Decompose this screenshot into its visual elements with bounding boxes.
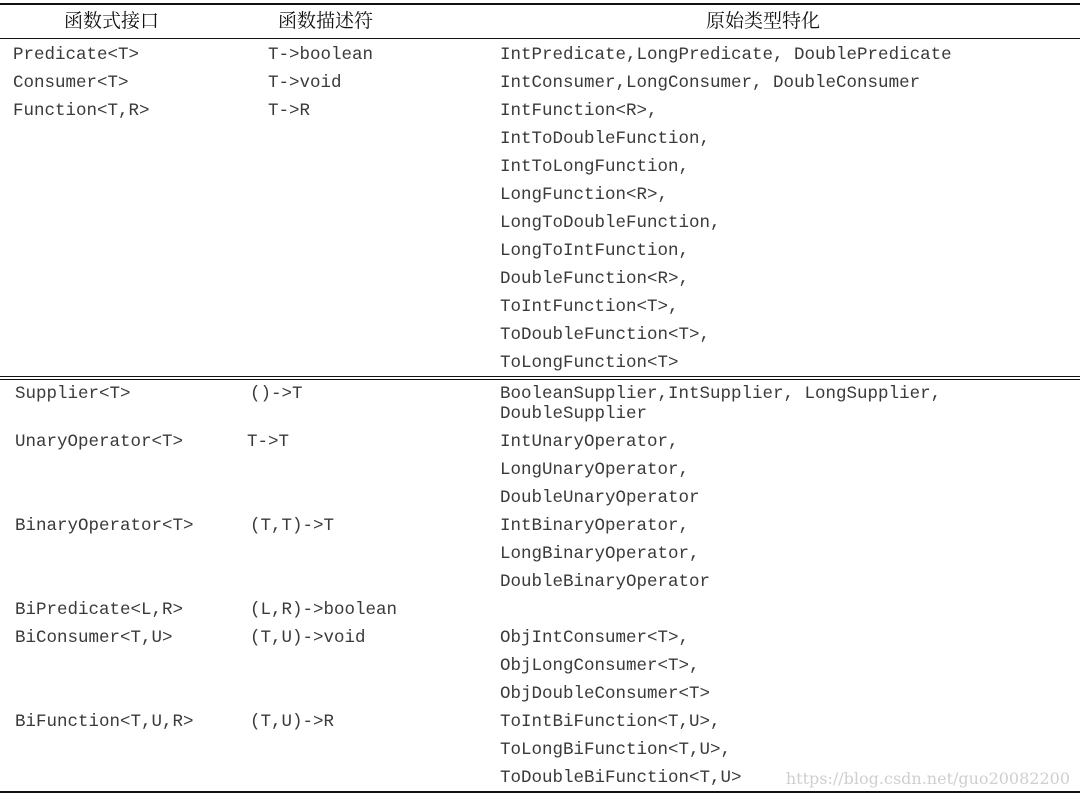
specialization-function-9: ToDoubleFunction<T>, xyxy=(500,325,711,345)
section-rule-double xyxy=(0,379,1080,380)
specialization-function-10: ToLongFunction<T> xyxy=(500,353,679,373)
specialization-function-7: DoubleFunction<R>, xyxy=(500,269,690,289)
header-primitive-specialization: 原始类型特化 xyxy=(706,10,821,32)
header-function-descriptor: 函数描述符 xyxy=(278,10,374,32)
specialization-function-2: IntToDoubleFunction, xyxy=(500,129,711,149)
interface-bi-consumer: BiConsumer<T,U> xyxy=(15,628,173,648)
specialization-function-3: IntToLongFunction, xyxy=(500,157,690,177)
descriptor-binary-operator: (T,T)->T xyxy=(250,516,335,536)
specialization-predicate: IntPredicate,LongPredicate, DoublePredicate xyxy=(500,45,952,65)
specialization-bi-function-2: ToLongBiFunction<T,U>, xyxy=(500,740,732,760)
interface-unary-operator: UnaryOperator<T> xyxy=(15,432,184,452)
interface-consumer: Consumer<T> xyxy=(13,73,129,93)
descriptor-consumer: T->void xyxy=(268,73,342,93)
specialization-bi-consumer-2: ObjLongConsumer<T>, xyxy=(500,656,700,676)
interface-bi-predicate: BiPredicate<L,R> xyxy=(15,600,184,620)
interface-function: Function<T,R> xyxy=(13,101,150,121)
specialization-bi-function-1: ToIntBiFunction<T,U>, xyxy=(500,712,721,732)
interface-binary-operator: BinaryOperator<T> xyxy=(15,516,194,536)
descriptor-function: T->R xyxy=(268,101,311,121)
descriptor-bi-function: (T,U)->R xyxy=(250,712,335,732)
specialization-consumer: IntConsumer,LongConsumer, DoubleConsumer xyxy=(500,73,921,93)
specialization-unary-3: DoubleUnaryOperator xyxy=(500,488,700,508)
header-rule xyxy=(0,38,1080,39)
specialization-function-5: LongToDoubleFunction, xyxy=(500,213,721,233)
section-rule xyxy=(0,376,1080,377)
interface-bi-function: BiFunction<T,U,R> xyxy=(15,712,194,732)
descriptor-supplier: ()->T xyxy=(250,384,303,404)
specialization-function-8: ToIntFunction<T>, xyxy=(500,297,679,317)
descriptor-predicate: T->boolean xyxy=(268,45,374,65)
specialization-function-6: LongToIntFunction, xyxy=(500,241,690,261)
specialization-function-1: IntFunction<R>, xyxy=(500,101,658,121)
descriptor-unary-operator: T->T xyxy=(247,432,290,452)
specialization-binary-3: DoubleBinaryOperator xyxy=(500,572,711,592)
specialization-function-4: LongFunction<R>, xyxy=(500,185,669,205)
specialization-bi-consumer-3: ObjDoubleConsumer<T> xyxy=(500,684,711,704)
interface-supplier: Supplier<T> xyxy=(15,384,131,404)
specialization-supplier: BooleanSupplier,IntSupplier, LongSupplier, DoubleSupplier xyxy=(500,384,942,424)
interface-predicate: Predicate<T> xyxy=(13,45,140,65)
specialization-binary-1: IntBinaryOperator, xyxy=(500,516,690,536)
specialization-binary-2: LongBinaryOperator, xyxy=(500,544,700,564)
descriptor-bi-consumer: (T,U)->void xyxy=(250,628,366,648)
watermark-text: https://blog.csdn.net/guo20082200 xyxy=(785,769,1070,788)
specialization-bi-function-3: ToDoubleBiFunction<T,U> xyxy=(500,768,742,788)
specialization-unary-1: IntUnaryOperator, xyxy=(500,432,679,452)
specialization-unary-2: LongUnaryOperator, xyxy=(500,460,690,480)
specialization-bi-consumer-1: ObjIntConsumer<T>, xyxy=(500,628,690,648)
table-bottom-rule xyxy=(0,791,1080,793)
descriptor-bi-predicate: (L,R)->boolean xyxy=(250,600,398,620)
table-top-rule xyxy=(0,3,1080,5)
header-functional-interface: 函数式接口 xyxy=(64,10,160,32)
